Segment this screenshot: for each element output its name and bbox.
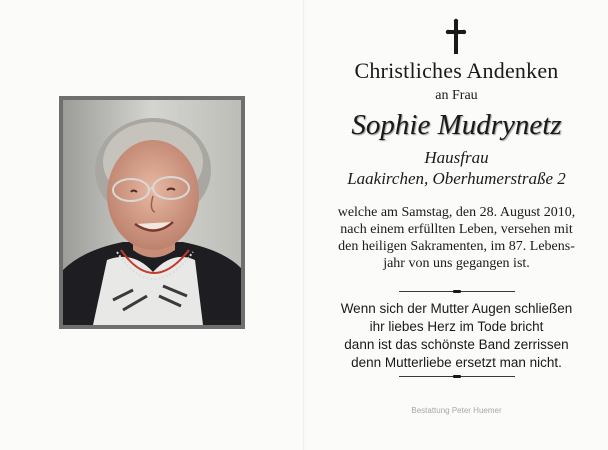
- card-heading: Christliches Andenken: [354, 58, 559, 83]
- poem-line: Wenn sich der Mutter Augen schließen: [340, 301, 573, 316]
- ornament-divider: [399, 290, 515, 294]
- portrait-image: [63, 100, 241, 325]
- divider-ornament: [453, 290, 461, 293]
- text-panel: [305, 0, 608, 450]
- divider-ornament: [453, 375, 461, 378]
- obituary-line: welche am Samstag, den 28. August 2010,: [337, 205, 576, 220]
- latin-cross-icon: [445, 18, 467, 56]
- obituary-text: [315, 204, 598, 272]
- obituary-line: nach einem erfüllten Leben, versehen mit: [340, 222, 573, 237]
- obituary-line: den heiligen Sakramenten, im 87. Lebens-: [338, 239, 575, 254]
- ornament-divider: [399, 375, 515, 379]
- undertaker-credit: Bestattung Peter Huemer: [411, 406, 502, 415]
- salutation: an Frau: [435, 88, 478, 103]
- occupation: Hausfrau: [424, 148, 489, 167]
- portrait-photo: [59, 96, 245, 329]
- deceased-name: Sophie Mudrynetz: [351, 109, 562, 141]
- obituary-line: jahr von uns gegangen ist.: [383, 256, 530, 271]
- address: Laakirchen, Oberhumerstraße 2: [347, 169, 566, 188]
- poem-line: dann ist das schönste Band zerrissen: [344, 337, 569, 352]
- poem-line: ihr liebes Herz im Tode bricht: [369, 319, 544, 334]
- poem-line: denn Mutterliebe ersetzt man nicht.: [351, 355, 562, 370]
- memorial-poem: [305, 300, 608, 372]
